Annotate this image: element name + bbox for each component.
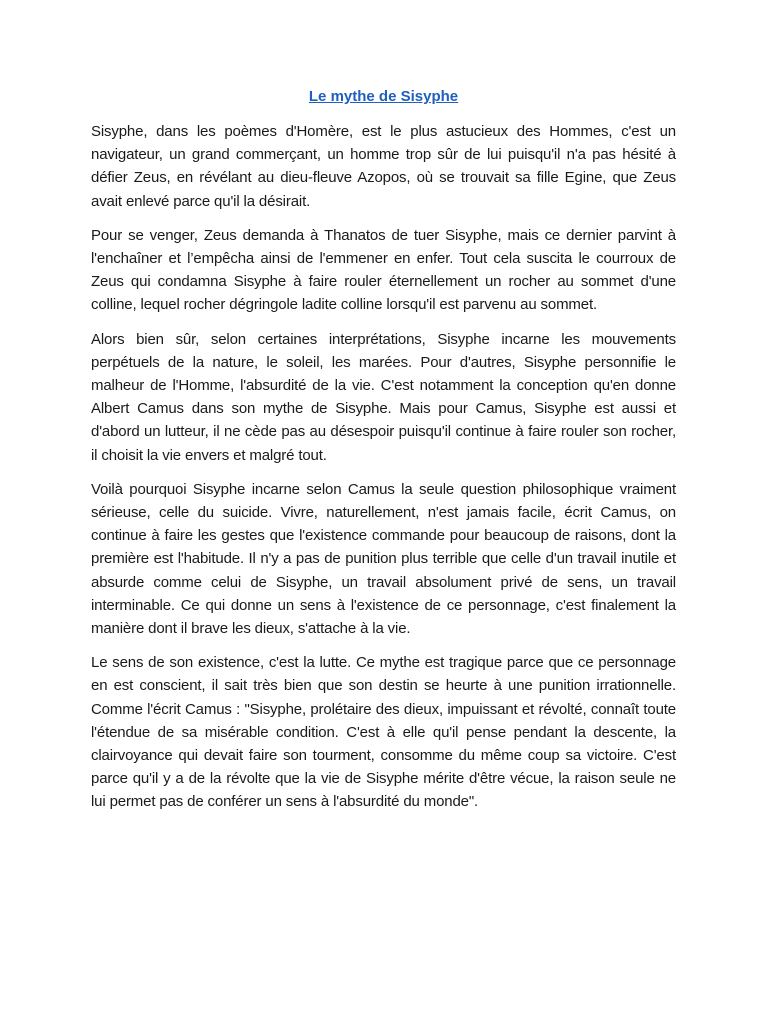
document-page [91,84,676,825]
paragraph-2: Pour se venger, Zeus demanda à Thanatos de tuer Sisyphe, mais ce dernier parvint à l'enchaîner et l’empêcha ainsi de l'emmener en enfer. Tout cela suscita le courroux de Zeus qui condamna Sisyphe à faire rouler éternellement un rocher au sommet d'une colline, lequel rocher dégringole ladite colline lorsqu'il est parvenu au sommet. [91,226,676,314]
document-title: Le mythe de Sisyphe [308,88,459,105]
paragraph-1: Sisyphe, dans les poèmes d'Homère, est le plus astucieux des Hommes, c'est un navigateur, un grand commerçant, un homme trop sûr de lui puisqu'il n'a pas hésité à défier Zeus, en révélant au dieu-fleuve Azopos, où se trouvait sa fille Egine, que Zeus avait enlevé parce qu'il la désirait. [91,123,676,210]
paragraph-5: Le sens de son existence, c'est la lutte. Ce mythe est tragique parce que ce personnage en est conscient, il sait très bien que son destin se heurte à une punition irrationnelle. Comme l'écrit Camus : "Sisyphe, prolétaire des dieux, impuissant et révolté, connaît toute l'étendue de sa misérable condition. C'est à elle qu'il pense pendant la descente, la clairvoyance qui devait faire son tourment, consomme du même coup sa victoire. C'est parce qu'il y a de la révolte que la vie de Sisyphe mérite d'être vécue, la raison seule ne lui permet pas de conférer un sens à l'absurdité du monde". [91,654,676,811]
paragraph-3: Alors bien sûr, selon certaines interprétations, Sisyphe incarne les mouvements perpétuels de la nature, le soleil, les marées. Pour d'autres, Sisyphe personnifie le malheur de l'Homme, l'absurdité de la vie. C'est notamment la conception qu'en donne Albert Camus dans son mythe de Sisyphe. Mais pour Camus, Sisyphe est aussi et d'abord un lutteur, il ne cède pas au désespoir puisqu'il continue à faire rouler son rocher, il choisit la vie envers et malgré tout. [91,330,676,464]
paragraph-4: Voilà pourquoi Sisyphe incarne selon Camus la seule question philosophique vraiment sérieuse, celle du suicide. Vivre, naturellement, n'est jamais facile, écrit Camus, on continue à faire les gestes que l'existence commande pour beaucoup de raisons, dont la première est l'habitude. Il n'y a pas de punition plus terrible que celle d'un travail inutile et absurde comme celui de Sisyphe, un travail absolument privé de sens, un travail interminable. Ce qui donne un sens à l'existence de ce personnage, c'est finalement la manière dont il brave les dieux, s'attache à la vie. [91,480,676,638]
